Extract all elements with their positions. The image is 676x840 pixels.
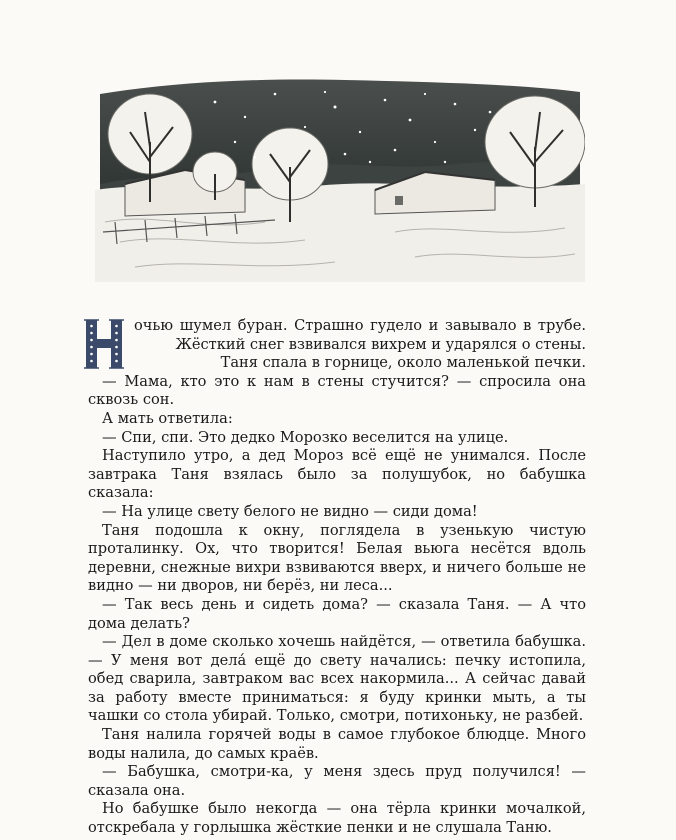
paragraph-5: Наступило утро, а дед Мороз всё ещё не унимался. После завтрака Таня взялась было за полушубок, но бабушка сказала:	[88, 447, 586, 502]
winter-village-illustration	[95, 72, 585, 282]
paragraph-10: Таня налила горячей воды в самое глубокое блюдце. Много воды налила, до самых краёв.	[88, 726, 586, 762]
paragraph-8: — Так весь день и сидеть дома? — сказала Таня. — А что дома делать?	[88, 595, 586, 632]
paragraph-6: — На улице свету белого не видно — сиди дома!	[102, 502, 478, 520]
dropcap-ornament-icon	[82, 317, 126, 371]
paragraph-1-line-1: очью шумел буран. Страшно гудело и завывало в трубе.	[134, 317, 586, 334]
paragraph-7: Таня подошла к окну, поглядела в узенькую чистую проталинку. Ох, что творится! Белая вьюга несётся вдоль деревни, снежные вихри взвиваются вверх, и ничего больше не видно — ни дворов, ни берёз, ни леса...	[88, 521, 586, 595]
paragraph-4: — Спи, спи. Это дедко Морозко веселится на улице.	[102, 428, 509, 446]
illustration-svg	[95, 72, 585, 282]
story-text	[88, 317, 586, 838]
paragraph-11: — Бабушка, смотри-ка, у меня здесь пруд получился! — сказала она.	[88, 763, 586, 799]
paragraph-12: Но бабушке было некогда — она тёрла кринки мочалкой, отскребала у горлышка жёсткие пенки и не слушала Таню.	[88, 800, 586, 837]
paragraph-9: — Дел в доме сколько хочешь найдётся, — ответила бабушка. — У меня вот дела́ ещё до свету начались: печку истопила, обед сварила, завтраком вас всех накормила... А сейчас давай за работу вместе приниматься: я буду кринки мыть, а ты чашки со стола убирай. Только, смотри, потихоньку, не разбей.	[88, 633, 586, 725]
paragraph-1-line-2: Жёсткий снег взвивался вихрем и ударялся о стены.	[175, 335, 586, 353]
dropcap	[82, 317, 126, 371]
paragraph-1	[88, 317, 586, 373]
paragraph-2: — Мама, кто это к нам в стены стучится? — спросила она сквозь сон.	[88, 372, 586, 409]
paragraph-3: А мать ответила:	[102, 409, 233, 427]
paragraph-1-line-3: Таня спала в горнице, около маленькой печки.	[220, 354, 586, 372]
